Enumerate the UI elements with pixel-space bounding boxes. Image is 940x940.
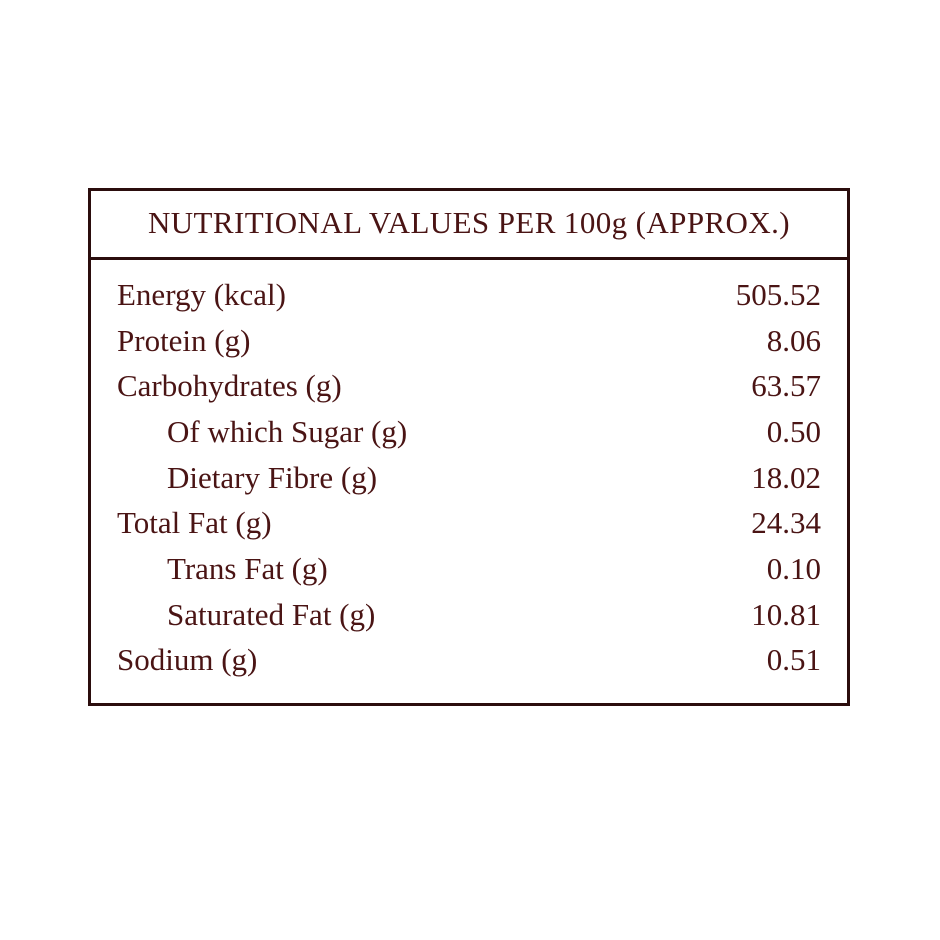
nutrient-value: 505.52: [735, 277, 821, 312]
nutrient-label: Sodium (g): [117, 642, 258, 678]
table-row: [117, 592, 821, 638]
table-row: [117, 409, 821, 455]
nutrient-label: Carbohydrates (g): [117, 368, 342, 404]
table-row: [117, 637, 821, 683]
page-title: NUTRITIONAL VALUES PER 100g (APPROX.): [147, 205, 790, 240]
table-row: [117, 318, 821, 364]
nutrient-label: Protein (g): [117, 322, 251, 358]
table-row: [117, 272, 821, 318]
nutrient-value: 0.51: [766, 642, 821, 678]
nutrient-label: Dietary Fibre (g): [167, 459, 378, 495]
nutrient-value: 10.81: [751, 596, 821, 632]
nutrient-value: 18.02: [751, 459, 821, 495]
nutrition-facts-panel: [88, 188, 850, 706]
nutrient-value: 24.34: [751, 505, 821, 541]
nutrient-label: Of which Sugar (g): [167, 414, 408, 450]
nutrient-value: 0.10: [766, 551, 821, 587]
nutrient-label: Energy (kcal): [117, 277, 286, 312]
nutrient-label: Saturated Fat (g): [167, 596, 376, 632]
nutrient-value: 63.57: [751, 368, 821, 404]
nutrient-value: 0.50: [766, 414, 821, 450]
table-row: [117, 546, 821, 592]
table-row: [117, 500, 821, 546]
nutrient-value: 8.06: [766, 322, 821, 358]
table-row: [117, 363, 821, 409]
table-row: [117, 455, 821, 501]
nutrition-rows: [91, 260, 847, 703]
nutrition-panel-header: [91, 191, 847, 260]
nutrient-label: Trans Fat (g): [167, 551, 328, 587]
nutrient-label: Total Fat (g): [117, 505, 272, 541]
